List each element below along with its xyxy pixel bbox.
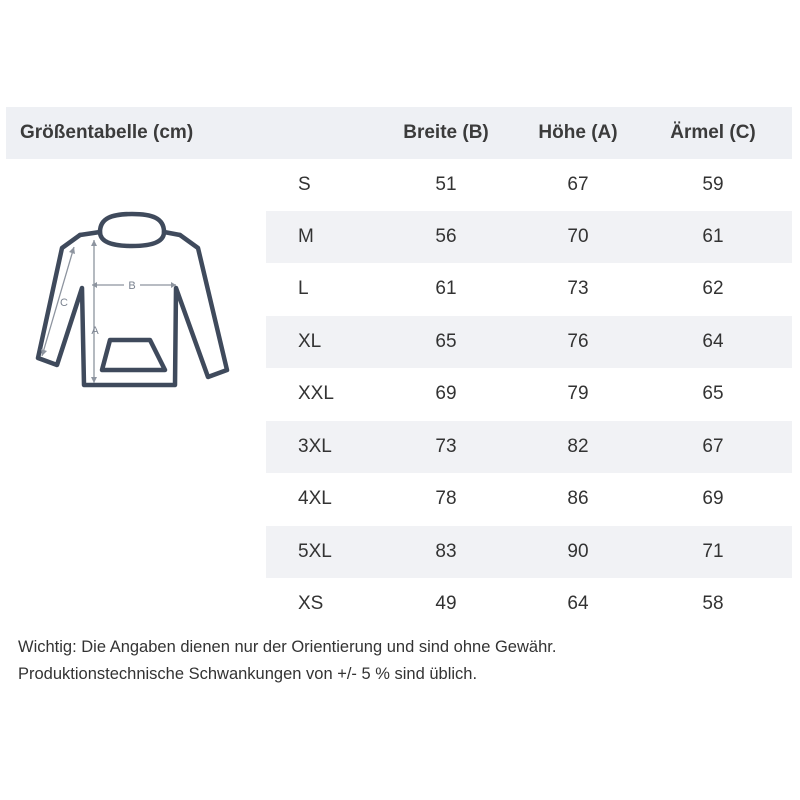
- width-cell: 69: [435, 383, 457, 404]
- table-header: [6, 107, 792, 159]
- sleeve-cell: 58: [702, 593, 724, 614]
- table-row: [266, 316, 792, 368]
- sleeve-cell: 67: [702, 436, 724, 457]
- size-cell: XL: [298, 331, 322, 352]
- height-cell: 64: [567, 593, 589, 614]
- width-cell: 78: [435, 488, 457, 509]
- sleeve-cell: 64: [702, 331, 724, 352]
- size-cell: M: [298, 226, 314, 247]
- table-row: [266, 263, 792, 315]
- height-cell: 90: [567, 541, 589, 562]
- size-cell: 4XL: [298, 488, 332, 509]
- height-cell: 73: [567, 278, 589, 299]
- size-cell: XS: [298, 593, 324, 614]
- table-row: [266, 211, 792, 263]
- table-row: [266, 368, 792, 420]
- width-cell: 56: [435, 226, 457, 247]
- height-cell: 70: [567, 226, 589, 247]
- hoodie-icon: [30, 200, 240, 400]
- label-c: C: [60, 297, 68, 309]
- column-header-height: Höhe (A): [538, 122, 618, 143]
- table-row: [266, 578, 792, 630]
- table-title: Größentabelle (cm): [20, 122, 194, 143]
- width-cell: 51: [435, 174, 457, 195]
- height-cell: 67: [567, 174, 589, 195]
- note-line-1: Wichtig: Die Angaben dienen nur der Orientierung und sind ohne Gewähr.: [18, 638, 557, 656]
- width-cell: 61: [435, 278, 457, 299]
- sleeve-cell: 61: [702, 226, 724, 247]
- size-cell: 3XL: [298, 436, 332, 457]
- height-cell: 79: [567, 383, 589, 404]
- label-a: A: [91, 325, 99, 337]
- table-row: [266, 526, 792, 578]
- sleeve-cell: 62: [702, 278, 724, 299]
- height-cell: 76: [567, 331, 589, 352]
- width-cell: 83: [435, 541, 457, 562]
- sleeve-cell: 59: [702, 174, 724, 195]
- width-cell: 49: [435, 593, 457, 614]
- table-row: [266, 473, 792, 525]
- size-cell: S: [298, 174, 311, 195]
- size-cell: L: [298, 278, 309, 299]
- disclaimer-note: [18, 634, 778, 688]
- column-header-sleeve: Ärmel (C): [670, 122, 756, 143]
- size-cell: 5XL: [298, 541, 332, 562]
- table-row: [266, 421, 792, 473]
- height-cell: 86: [567, 488, 589, 509]
- sleeve-cell: 71: [702, 541, 724, 562]
- table-row: [266, 159, 792, 211]
- column-header-width: Breite (B): [403, 122, 489, 143]
- label-b: B: [128, 280, 136, 292]
- note-line-2: Produktionstechnische Schwankungen von +/- 5 % sind üblich.: [18, 665, 478, 683]
- size-cell: XXL: [298, 383, 334, 404]
- sleeve-cell: 65: [702, 383, 724, 404]
- height-cell: 82: [567, 436, 589, 457]
- sleeve-cell: 69: [702, 488, 724, 509]
- width-cell: 65: [435, 331, 457, 352]
- width-cell: 73: [435, 436, 457, 457]
